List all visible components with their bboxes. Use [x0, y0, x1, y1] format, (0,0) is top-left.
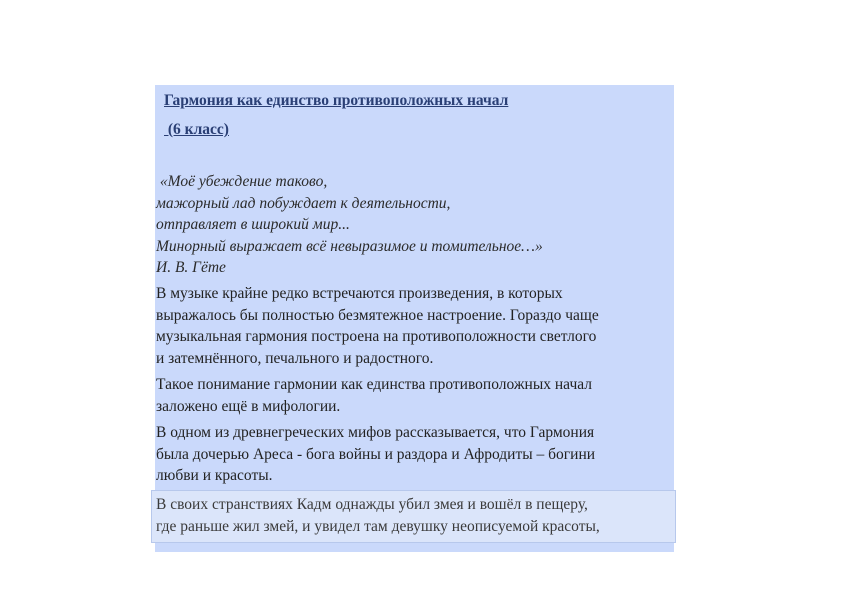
paragraph-line: В одном из древнегреческих мифов рассказывается, что Гармония — [156, 424, 595, 441]
slide-panel — [155, 85, 674, 552]
paragraph-3 — [156, 422, 668, 487]
story-line: где раньше жил змей, и увидел там девушку неописуемой красоты, — [156, 517, 600, 535]
epigraph-author: И. В. Гёте — [156, 259, 226, 277]
paragraph-line: музыкальная гармония построена на противоположности светлого — [156, 328, 597, 346]
paragraph-line: Такое понимание гармонии как единства противоположных начал — [156, 376, 592, 393]
paragraph-line: выражалось бы полностью безмятежное настроение. Гораздо чаще — [156, 306, 599, 324]
paragraph-line: В музыке крайне редко встречаются произведения, в которых — [156, 285, 563, 302]
epigraph-line: Минорный выражает всё невыразимое и томительное…» — [156, 237, 543, 255]
paragraph-line: заложено ещё в мифологии. — [156, 397, 341, 415]
story-text-box[interactable] — [151, 490, 676, 543]
document-subtitle: (6 класс) — [164, 121, 229, 138]
paragraph-2 — [156, 374, 668, 417]
paragraph-line: была дочерью Ареса - бога войны и раздора и Афродиты – богини — [156, 445, 596, 463]
document-title: Гармония как единство противоположных начал — [164, 92, 509, 109]
epigraph-line: «Моё убеждение таково, — [156, 173, 328, 190]
slide-content — [155, 85, 674, 552]
paragraph-line: любви и красоты. — [156, 467, 273, 485]
paragraph-line: и затемнённого, печального и радостного. — [156, 349, 434, 367]
story-line: В своих странствиях Кадм однажды убил змея и вошёл в пещеру, — [156, 496, 588, 513]
epigraph — [156, 171, 543, 279]
paragraph-1 — [156, 283, 668, 369]
epigraph-line: отправляет в широкий мир... — [156, 216, 350, 234]
epigraph-line: мажорный лад побуждает к деятельности, — [156, 194, 451, 212]
